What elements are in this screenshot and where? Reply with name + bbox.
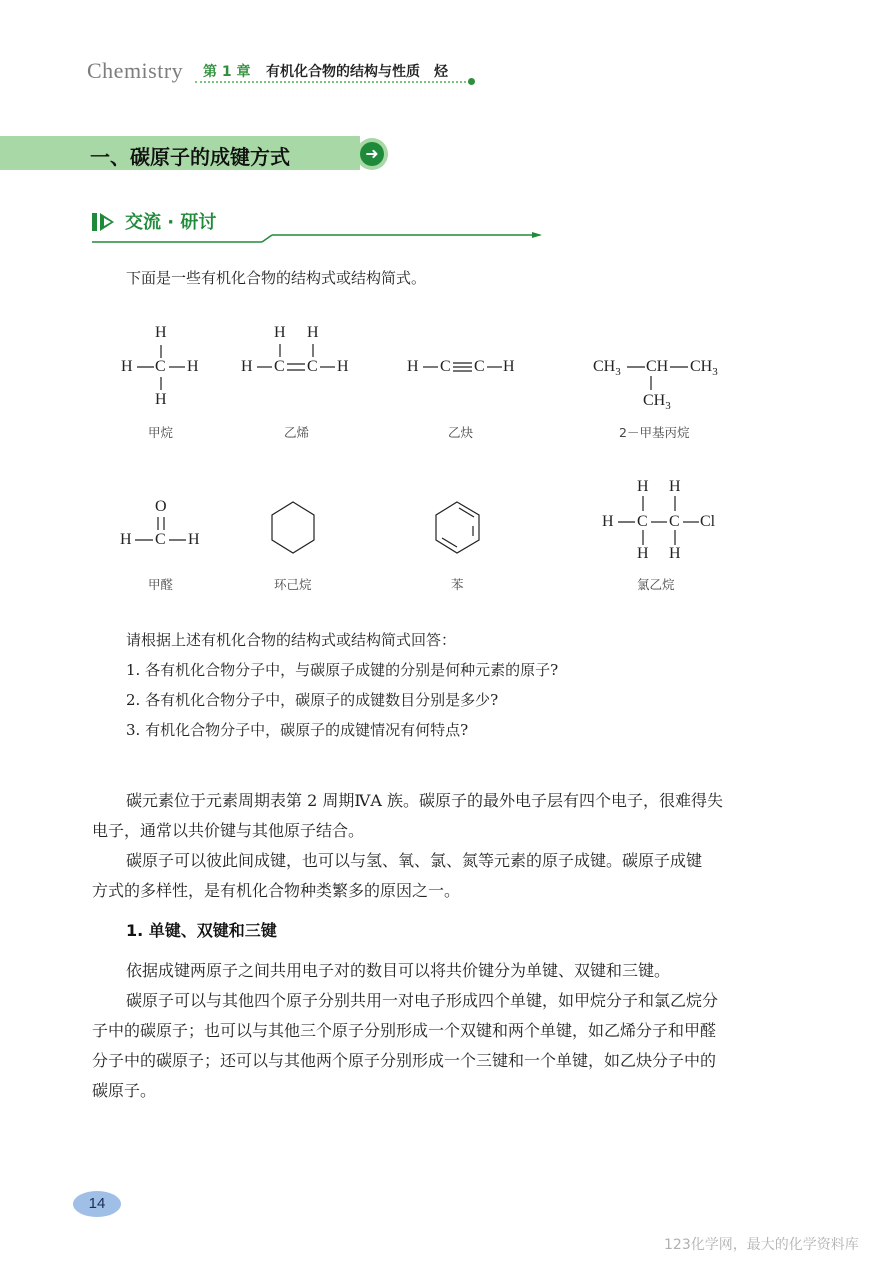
- atom-label: H: [120, 531, 132, 548]
- atom-label: H: [337, 358, 349, 375]
- atom-label: C: [155, 358, 166, 375]
- molecule-name: 乙炔: [448, 425, 474, 440]
- paragraph-line: 依据成键两原子之间共用电子对的数目可以将共价键分为单键、双键和三键。: [126, 961, 671, 980]
- atom-label: C: [637, 513, 648, 530]
- molecule-name: 环己烷: [274, 577, 312, 592]
- subject-title: Chemistry: [87, 58, 184, 83]
- atom-label: H: [121, 358, 133, 375]
- atom-label: $CH_3$: [643, 392, 671, 412]
- atom-label: $CH_3$: [690, 358, 718, 378]
- molecule-name: 苯: [451, 577, 464, 592]
- question-item: 3. 有机化合物分子中，碳原子的成键情况有何特点?: [126, 721, 469, 739]
- paragraph-line: 分子中的碳原子；还可以与其他两个原子分别形成一个三键和一个单键，如乙炔分子中的: [92, 1051, 717, 1070]
- cyclohexane-ring: [272, 502, 314, 553]
- paragraph-line: 碳原子可以彼此间成键，也可以与氢、氧、氯、氮等元素的原子成键。碳原子成键: [126, 851, 703, 870]
- atom-label: C: [274, 358, 285, 375]
- discussion-intro: 下面是一些有机化合物的结构式或结构简式。: [126, 269, 427, 287]
- atom-label: H: [188, 531, 200, 548]
- page-number: 14: [73, 1191, 121, 1217]
- atom-label: CH: [646, 358, 669, 375]
- atom-label: C: [440, 358, 451, 375]
- atom-label: H: [155, 324, 167, 341]
- molecule-name: 甲烷: [148, 425, 174, 440]
- molecule-name: 乙烯: [284, 425, 310, 440]
- atom-label: H: [307, 324, 319, 341]
- question-item: 1. 各有机化合物分子中，与碳原子成键的分别是何种元素的原子?: [126, 661, 559, 679]
- atom-label: $CH_3$: [593, 358, 621, 378]
- atom-label: H: [241, 358, 253, 375]
- atom-label: C: [307, 358, 318, 375]
- subsection-heading: 1. 单键、双键和三键: [126, 921, 277, 940]
- atom-label: Cl: [700, 513, 716, 530]
- paragraph-line: 电子，通常以共价键与其他原子结合。: [92, 821, 365, 840]
- molecule-name: 氯乙烷: [637, 577, 675, 592]
- atom-label: H: [637, 545, 649, 562]
- chapter-number: 第 1 章: [203, 64, 251, 80]
- atom-label: H: [602, 513, 614, 530]
- atom-label: H: [503, 358, 515, 375]
- atom-label: H: [637, 478, 649, 495]
- atom-label: H: [407, 358, 419, 375]
- atom-label: H: [274, 324, 286, 341]
- watermark: 123化学网，最大的化学资料库: [664, 1237, 859, 1253]
- atom-label: O: [155, 498, 167, 515]
- paragraph-line: 碳元素位于元素周期表第 2 周期ⅣA 族。碳原子的最外电子层有四个电子，很难得失: [126, 791, 723, 810]
- discussion-title: 交流 · 研讨: [125, 212, 217, 233]
- bond: [459, 508, 474, 517]
- molecule-name: 甲醛: [148, 577, 174, 592]
- paragraph-line: 方式的多样性，是有机化合物种类繁多的原因之一。: [92, 881, 461, 900]
- atom-label: C: [669, 513, 680, 530]
- atom-label: H: [669, 478, 681, 495]
- paragraph-line: 碳原子可以与其他四个原子分别共用一对电子形成四个单键，如甲烷分子和氯乙烷分: [126, 991, 719, 1010]
- arrow-right-icon: ➜: [356, 138, 388, 170]
- atom-label: H: [155, 391, 167, 408]
- questions-lead: 请根据上述有机化合物的结构式或结构简式回答：: [126, 631, 457, 649]
- atom-label: H: [669, 545, 681, 562]
- chapter-title: 有机化合物的结构与性质 烃: [266, 64, 448, 80]
- molecule-name: 2－甲基丙烷: [619, 425, 690, 440]
- paragraph-line: 碳原子。: [92, 1081, 157, 1100]
- paragraph-line: 子中的碳原子；也可以与其他三个原子分别形成一个双键和两个单键，如乙烯分子和甲醛: [92, 1021, 717, 1040]
- section-title: 一、碳原子的成键方式: [90, 145, 290, 169]
- question-item: 2. 各有机化合物分子中，碳原子的成键数目分别是多少?: [126, 691, 499, 709]
- atom-label: C: [474, 358, 485, 375]
- atom-label: C: [155, 531, 166, 548]
- atom-label: H: [187, 358, 199, 375]
